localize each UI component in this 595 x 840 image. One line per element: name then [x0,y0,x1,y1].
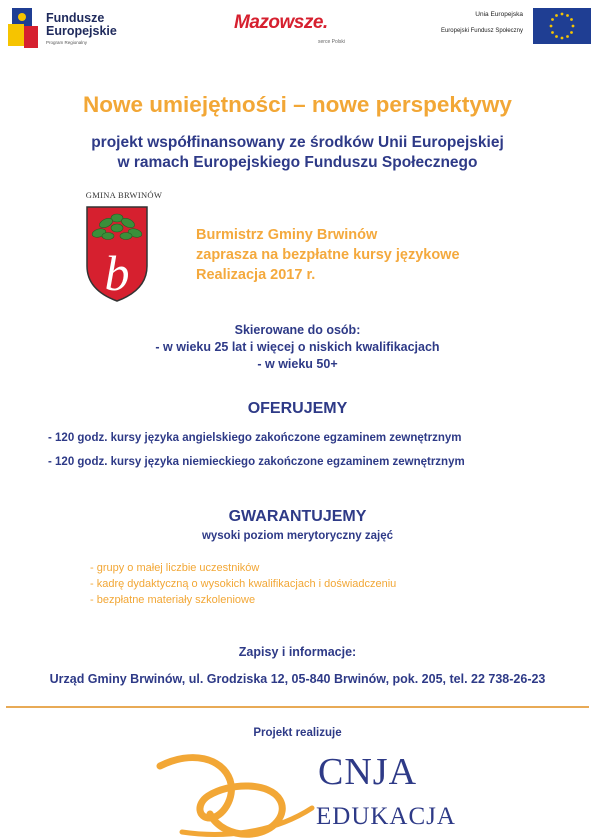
cnja-brand: CNJA [318,751,418,793]
guarantees-heading: GWARANTUJEMY [228,508,367,525]
target-item-2: - w wieku 50+ [257,357,338,371]
fe-line2: Europejskie [46,24,117,38]
guarantee-item: - grupy o małej liczbie uczestników [90,562,260,574]
guarantee-item: - bezpłatne materiały szkoleniowe [90,594,256,606]
offer-item: - 120 godz. kursy języka niemieckiego zakończone egzaminem zewnętrznym [48,456,465,468]
realizer-heading: Projekt realizuje [253,727,342,739]
cnja-swirl-icon [152,748,322,838]
guarantees-subheading: wysoki poziom merytoryczny zajęć [201,530,394,542]
crest-label: GMINA BRWINÓW [85,190,163,200]
divider [6,706,589,708]
cnja-edukacja: EDUKACJA [316,803,456,830]
crest-letter: b [104,245,130,301]
eu-logo [425,8,593,46]
subtitle-line1: projekt współfinansowany ze środków Unii Europejskiej [91,134,504,151]
eu-flag-icon [533,8,591,44]
invite-line1: Burmistrz Gminy Brwinów [196,227,378,243]
target-heading: Skierowane do osób: [234,323,361,337]
contact-heading: Zapisy i informacje: [238,645,357,659]
page-subtitle [0,133,595,173]
subtitle-line2: w ramach Europejskiego Funduszu Społecznego [117,154,478,171]
fe-line3: Program Regionalny [46,40,88,45]
mazowsze-logo [232,12,364,48]
invitation-block [196,225,576,285]
eu-line1: Unia Europejska [475,11,523,18]
offer-item: - 120 godz. kursy języka angielskiego zakończone egzaminem zewnętrznym [48,432,462,444]
fe-line1: Fundusze [46,11,105,25]
mazowsze-tagline: serce Polski [318,39,345,45]
target-item-1: - w wieku 25 lat i więcej o niskich kwalifikacjach [155,340,440,354]
offers-heading: OFERUJEMY [247,400,348,417]
fundusze-europejskie-icon [6,4,42,50]
guarantee-item: - kadrę dydaktyczną o wysokich kwalifikacjach i doświadczeniu [90,578,397,590]
eu-line2: Europejski Fundusz Społeczny [440,28,523,34]
target-group [0,322,595,373]
fundusze-europejskie-logo [6,4,124,52]
invite-line2: zaprasza na bezpłatne kursy językowe [196,247,460,263]
mazowsze-wordmark: Mazowsze. [234,12,328,33]
guarantees-list [90,560,570,608]
page-title: Nowe umiejętności – nowe perspektywy [83,92,512,117]
offers-list [48,430,588,478]
contact-address: Urząd Gminy Brwinów, ul. Grodziska 12, 05-840 Brwinów, pok. 205, tel. 22 738-26-23 [49,672,546,686]
coat-of-arms-icon [84,204,150,304]
invite-line3: Realizacja 2017 r. [196,267,316,283]
